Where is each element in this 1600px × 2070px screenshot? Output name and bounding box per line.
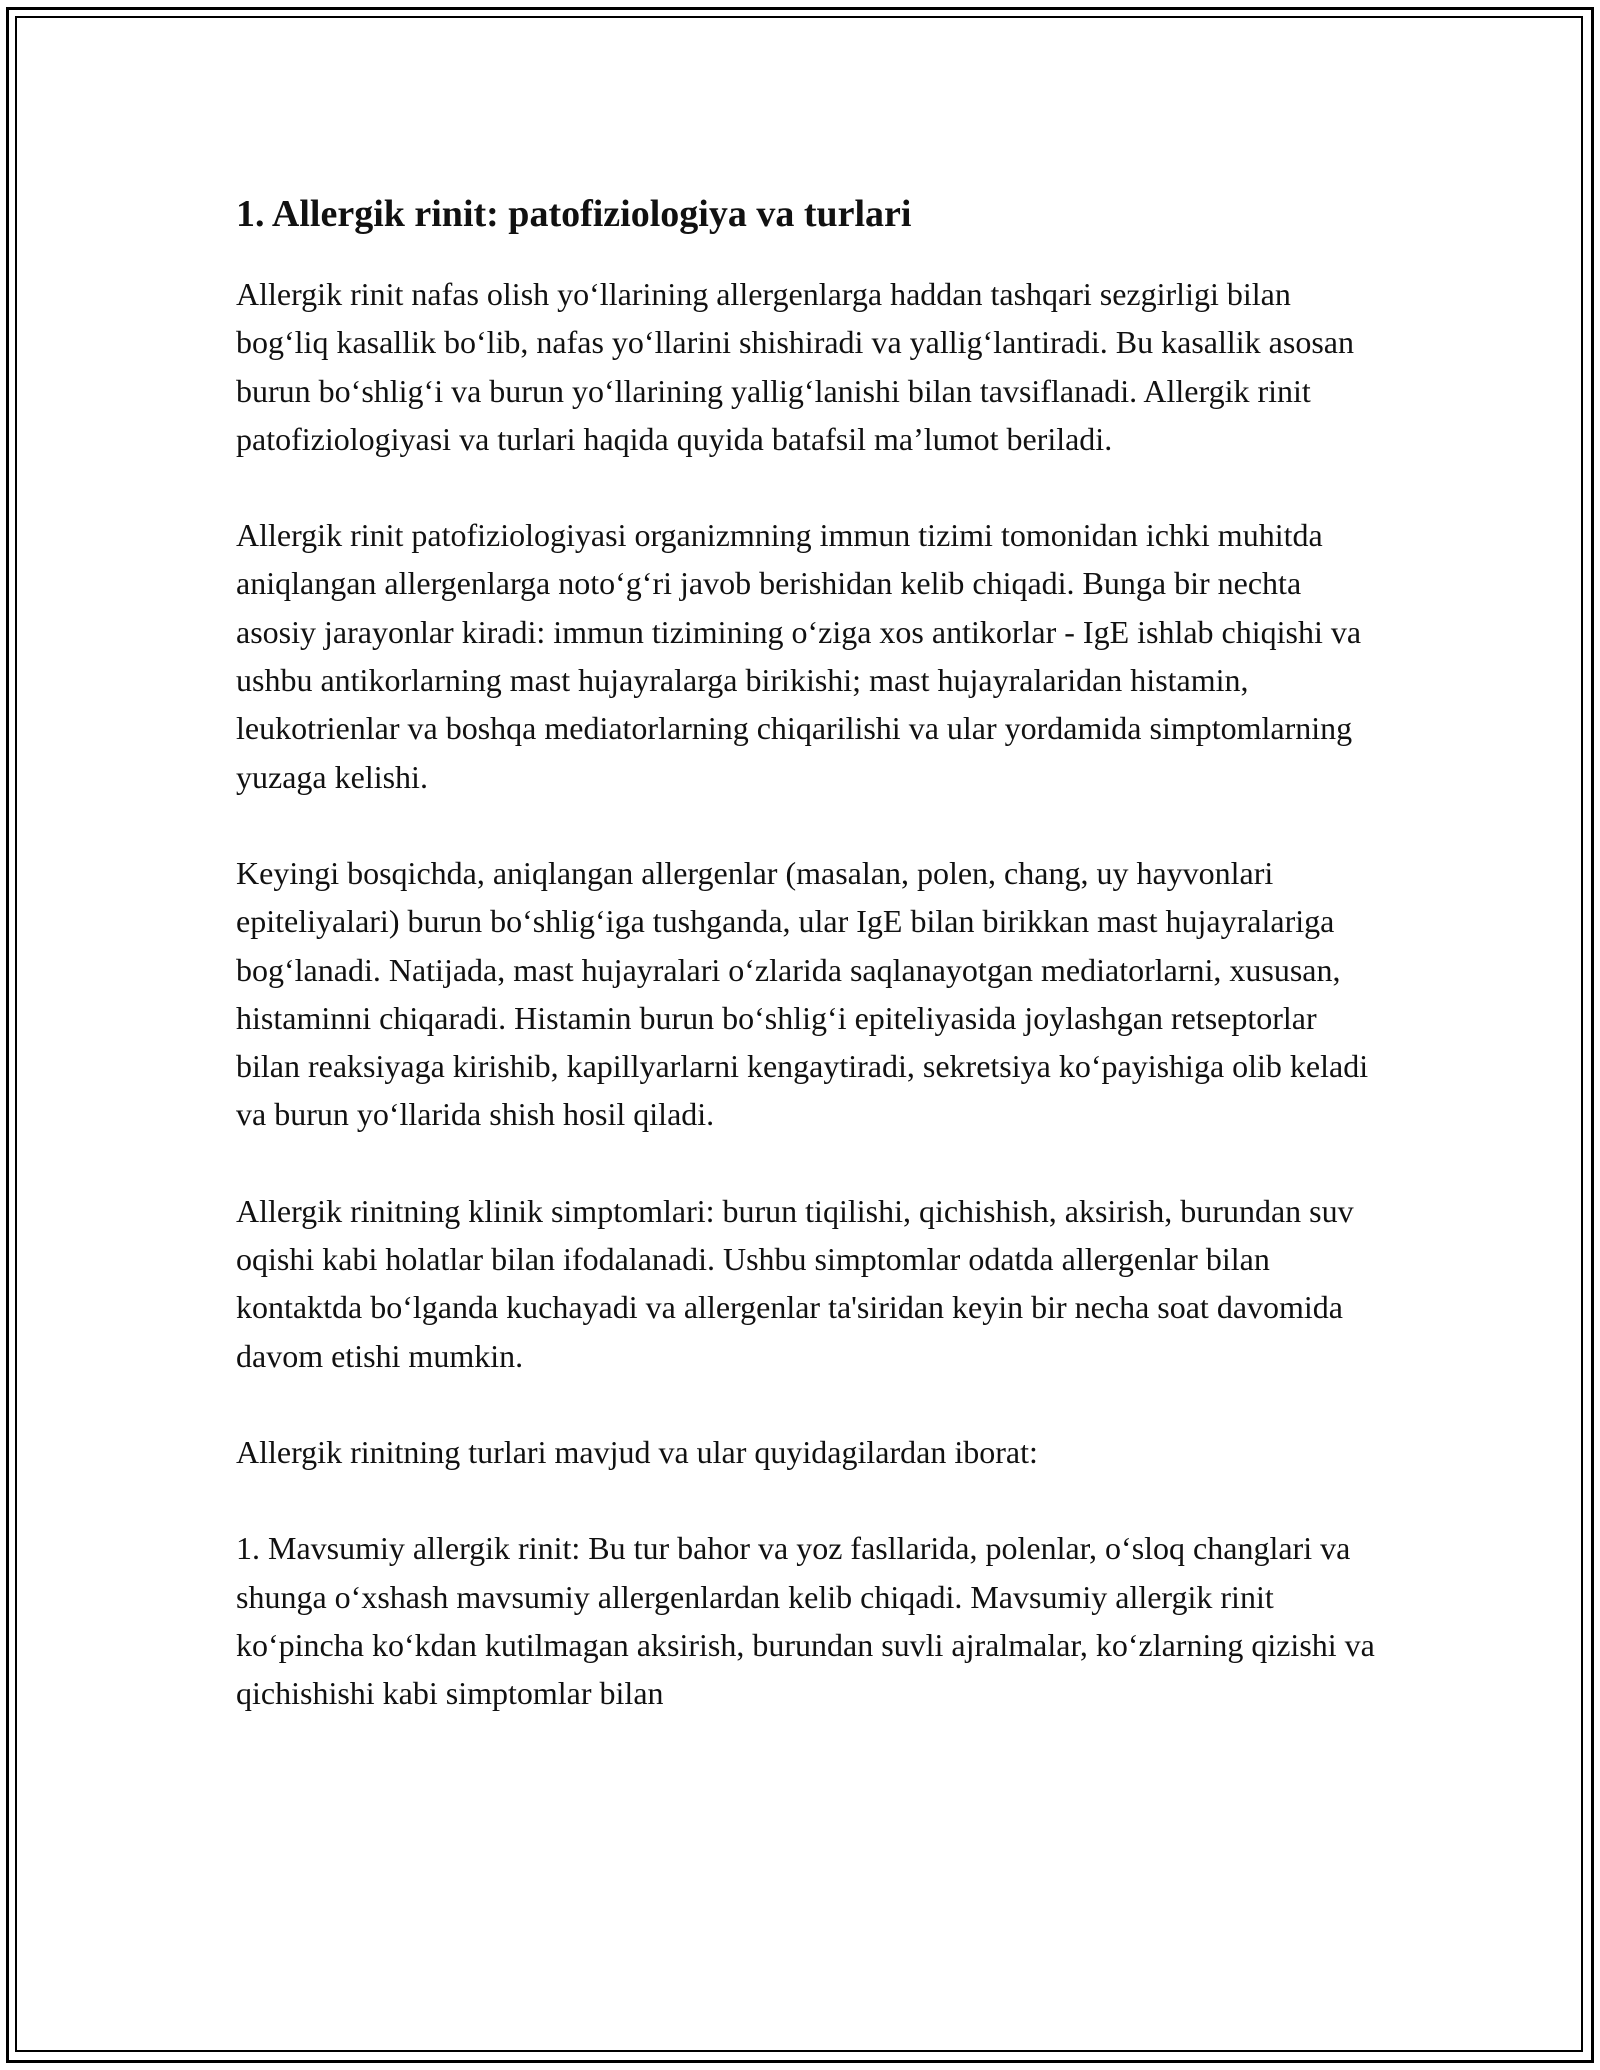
- document-body: [236, 188, 1386, 1765]
- paragraph-symptoms: Allergik rinitning klinik simptomlari: burun tiqilishi, qichishish, aksirish, burundan suv oqishi kabi holatlar bilan ifodalanadi. Ushbu simptomlar odatda allergenlar bilan kontaktda bo‘lganda kuchayadi va allergenlar ta'siridan keyin bir necha soat davomida davom etishi mumkin.: [236, 1192, 1354, 1374]
- paragraph-types-intro: Allergik rinitning turlari mavjud va ular quyidagilardan iborat:: [236, 1433, 1038, 1470]
- paragraph-intro: Allergik rinit nafas olish yo‘llarining allergenlarga haddan tashqari sezgirligi bilan bog‘liq kasallik bo‘lib, nafas yo‘llarini shishiradi va yallig‘lantiradi. Bu kasallik asosan burun bo‘shlig‘i va burun yo‘llarining yallig‘lanishi bilan tavsiflanadi. Allergik rinit patofiziologiyasi va turlari haqida quyida batafsil ma’lumot beriladi.: [236, 276, 1354, 457]
- section-heading: 1. Allergik rinit: patofiziologiya va turlari: [236, 193, 912, 235]
- paragraph-seasonal-rhinitis: 1. Mavsumiy allergik rinit: Bu tur bahor va yoz fasllarida, polenlar, o‘sloq changlari va shunga o‘xshash mavsumiy allergenlardan kelib chiqadi. Mavsumiy allergik rinit ko‘pincha ko‘kdan kutilmagan aksirish, burundan suvli ajralmalar, ko‘zlarning qizishi va qichishishi kabi simptomlar bilan: [236, 1530, 1375, 1712]
- paragraph-pathophysiology: Allergik rinit patofiziologiyasi organizmning immun tizimi tomonidan ichki muhitda aniqlangan allergenlarga noto‘g‘ri javob berishidan kelib chiqadi. Bunga bir nechta asosiy jarayonlar kiradi: immun tizimining o‘ziga xos antikorlar - IgE ishlab chiqishi va ushbu antikorlarning mast hujayralarga birikishi; mast hujayralaridan histamin, leukotrienlar va boshqa mediatorlarning chiqarilishi va ular yordamida simptomlarning yuzaga kelishi.: [236, 517, 1362, 795]
- paragraph-next-stage: Keyingi bosqichda, aniqlangan allergenlar (masalan, polen, chang, uy hayvonlari epiteliyalari) burun bo‘shlig‘iga tushganda, ular IgE bilan birikkan mast hujayralariga bog‘lanadi. Natijada, mast hujayralari o‘zlarida saqlanayotgan mediatorlarni, xususan, histaminni chiqaradi. Histamin burun bo‘shlig‘i epiteliyasida joylashgan retseptorlar bilan reaksiyaga kirishib, kapillyarlarni kengaytiradi, sekretsiya ko‘payishiga olib keladi va burun yo‘llarida shish hosil qiladi.: [236, 854, 1369, 1133]
